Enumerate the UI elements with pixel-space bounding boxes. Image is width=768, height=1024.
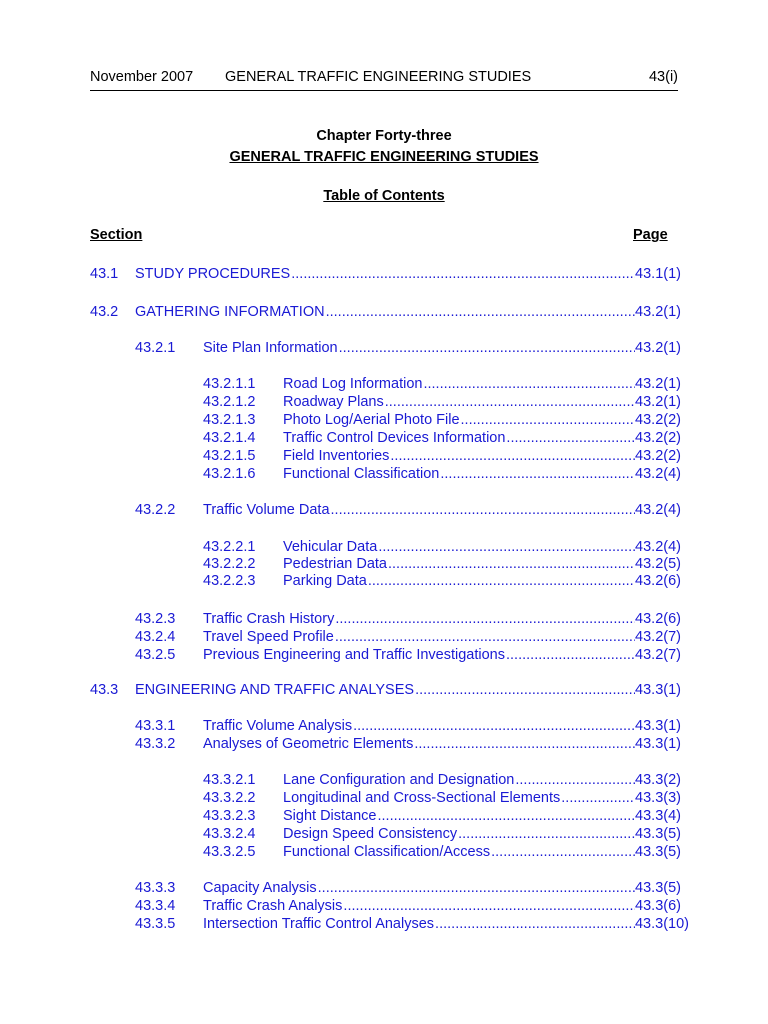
- toc-entry-page: 43.3(5): [635, 844, 681, 860]
- column-header-section: Section: [90, 227, 143, 243]
- dot-leader: [460, 411, 636, 429]
- toc-entry-page: 43.2(6): [635, 611, 681, 627]
- toc-entry-page: 43.3(1): [635, 718, 681, 734]
- toc-entry-title: Field Inventories: [283, 448, 390, 464]
- toc-entry-title: ENGINEERING AND TRAFFIC ANALYSES: [135, 682, 415, 698]
- header-page-number: 43(i): [648, 69, 678, 85]
- toc-entry-page: 43.3(3): [635, 790, 681, 806]
- toc-entry-title: Longitudinal and Cross-Sectional Elements: [283, 790, 561, 806]
- chapter-label: Chapter Forty-three: [316, 128, 452, 144]
- toc-entry-number: 43.2: [90, 304, 119, 320]
- toc-entry-number: 43.2.2: [135, 502, 176, 518]
- toc-entry-title: Capacity Analysis: [203, 880, 317, 896]
- toc-entry-number: 43.2.5: [135, 647, 176, 663]
- toc-entry-title: Traffic Crash Analysis: [203, 898, 343, 914]
- toc-entry-number: 43.2.1.2: [203, 394, 256, 410]
- toc-entry-title: Traffic Volume Data: [203, 502, 330, 518]
- toc-entry-number: 43.3.2.1: [203, 772, 256, 788]
- toc-entry-page: 43.2(2): [635, 448, 681, 464]
- toc-entry-number: 43.2.2.1: [203, 539, 256, 555]
- toc-entry-title: Traffic Crash History: [203, 611, 335, 627]
- toc-entry-number: 43.2.3: [135, 611, 176, 627]
- dot-leader: [367, 572, 635, 590]
- dot-leader: [387, 555, 635, 573]
- toc-entry-title: Analyses of Geometric Elements: [203, 736, 414, 752]
- dot-leader: [514, 771, 635, 789]
- dot-leader: [342, 897, 635, 915]
- toc-entry-page: 43.2(4): [635, 466, 681, 482]
- toc-entry-title: Lane Configuration and Designation: [283, 772, 515, 788]
- toc-entry-page: 43.2(4): [635, 502, 681, 518]
- dot-leader: [505, 429, 635, 447]
- toc-entry-title: Traffic Volume Analysis: [203, 718, 353, 734]
- toc-entry-number: 43.3.2.2: [203, 790, 256, 806]
- toc-entry-title: Functional Classification/Access: [283, 844, 491, 860]
- dot-leader: [389, 447, 635, 465]
- dot-leader: [505, 646, 635, 664]
- toc-entry-number: 43.3: [90, 682, 119, 698]
- toc-entry-title: STUDY PROCEDURES: [135, 266, 291, 282]
- toc-entry-title: Traffic Control Devices Information: [283, 430, 506, 446]
- toc-entry-page: 43.3(4): [635, 808, 681, 824]
- toc-entry-title: GATHERING INFORMATION: [135, 304, 325, 320]
- toc-entry-page: 43.3(1): [635, 682, 681, 698]
- page-header: [90, 68, 678, 91]
- toc-entry-page: 43.3(2): [635, 772, 681, 788]
- toc-entry-number: 43.3.2: [135, 736, 176, 752]
- toc-entry-page: 43.3(5): [635, 826, 681, 842]
- column-header-page: Page: [633, 227, 668, 243]
- toc-entry-title: Photo Log/Aerial Photo File: [283, 412, 460, 428]
- toc-entry-number: 43.2.4: [135, 629, 176, 645]
- toc-entry-title: Intersection Traffic Control Analyses: [203, 916, 435, 932]
- toc-entry-page: 43.2(5): [635, 556, 681, 572]
- toc-entry-number: 43.3.2.3: [203, 808, 256, 824]
- toc-entry-number: 43.3.5: [135, 916, 176, 932]
- dot-leader: [384, 393, 635, 411]
- dot-leader: [325, 303, 635, 321]
- toc-entry-page: 43.3(5): [635, 880, 681, 896]
- toc-entry-page: 43.1(1): [635, 266, 681, 282]
- toc-entry-number: 43.3.1: [135, 718, 176, 734]
- toc-entry-title: Travel Speed Profile: [203, 629, 334, 645]
- toc-entry-page: 43.2(2): [635, 412, 681, 428]
- dot-leader: [439, 465, 635, 483]
- dot-leader: [457, 825, 635, 843]
- dot-leader: [377, 807, 636, 825]
- toc-entry-number: 43.3.4: [135, 898, 176, 914]
- dot-leader: [434, 915, 635, 933]
- toc-entry-title: Vehicular Data: [283, 539, 378, 555]
- toc-entry-page: 43.2(7): [635, 647, 681, 663]
- dot-leader: [352, 717, 635, 735]
- toc-entry-title: Design Speed Consistency: [283, 826, 458, 842]
- toc-entry-number: 43.2.1.4: [203, 430, 256, 446]
- toc-entry-page: 43.2(1): [635, 304, 681, 320]
- toc-heading: Table of Contents: [323, 188, 445, 204]
- toc-entry-number: 43.2.2.3: [203, 573, 256, 589]
- toc-entry-page: 43.3(10): [634, 916, 689, 932]
- toc-entry-title: Parking Data: [283, 573, 367, 589]
- chapter-title: GENERAL TRAFFIC ENGINEERING STUDIES: [229, 149, 539, 165]
- header-date: November 2007: [90, 69, 194, 85]
- toc-entry-page: 43.2(1): [635, 394, 681, 410]
- toc-entry-number: 43.2.1.5: [203, 448, 256, 464]
- header-title: GENERAL TRAFFIC ENGINEERING STUDIES: [225, 69, 532, 85]
- toc-entry-number: 43.1: [90, 266, 119, 282]
- toc-entry-page: 43.2(7): [635, 629, 681, 645]
- dot-leader: [413, 735, 635, 753]
- dot-leader: [377, 538, 635, 556]
- dot-leader: [334, 610, 635, 628]
- toc-entry-number: 43.3.2.4: [203, 826, 256, 842]
- toc-entry-title: Functional Classification: [283, 466, 440, 482]
- dot-leader: [317, 879, 635, 897]
- toc-entry-page: 43.3(1): [635, 736, 681, 752]
- toc-entry-number: 43.2.2.2: [203, 556, 256, 572]
- toc-entry-number: 43.2.1.3: [203, 412, 256, 428]
- toc-entry-title: Sight Distance: [283, 808, 377, 824]
- toc-entry-title: Roadway Plans: [283, 394, 384, 410]
- toc-entry-page: 43.2(1): [635, 376, 681, 392]
- dot-leader: [338, 339, 635, 357]
- toc-entry-title: Previous Engineering and Traffic Investigations: [203, 647, 505, 663]
- toc-entry-number: 43.2.1.1: [203, 376, 256, 392]
- dot-leader: [422, 375, 635, 393]
- toc-entry-page: 43.2(1): [635, 340, 681, 356]
- dot-leader: [290, 265, 635, 283]
- dot-leader: [490, 843, 635, 861]
- dot-leader: [330, 501, 636, 519]
- dot-leader: [560, 789, 635, 807]
- toc-entry-number: 43.2.1.6: [203, 466, 256, 482]
- toc-entry-title: Pedestrian Data: [283, 556, 387, 572]
- dot-leader: [414, 681, 635, 699]
- toc-entry-title: Road Log Information: [283, 376, 423, 392]
- toc-entry-page: 43.3(6): [635, 898, 681, 914]
- toc-entry-number: 43.3.2.5: [203, 844, 256, 860]
- dot-leader: [334, 628, 635, 646]
- toc-entry-page: 43.2(2): [635, 430, 681, 446]
- toc-entry-number: 43.3.3: [135, 880, 176, 896]
- toc-entry-page: 43.2(6): [635, 573, 681, 589]
- toc-entry-title: Site Plan Information: [203, 340, 338, 356]
- toc-entry-number: 43.2.1: [135, 340, 176, 356]
- toc-entry-page: 43.2(4): [635, 539, 681, 555]
